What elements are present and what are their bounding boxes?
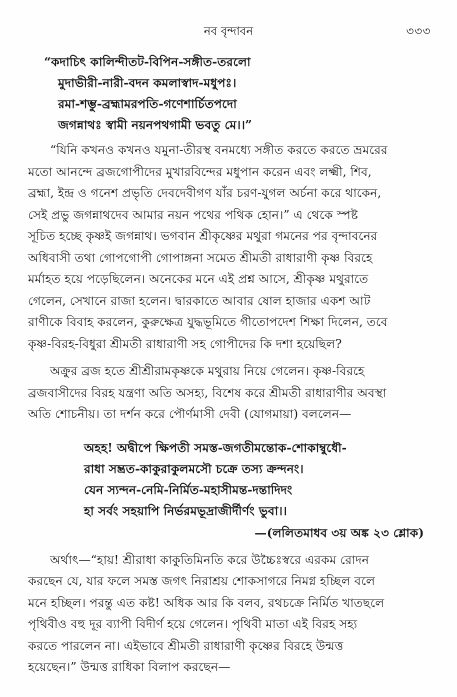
- text-line: অধিবাসী তথা গোপগোপী গোপাঙ্গনা সমেত শ্রীমতী রাধারাণী কৃষ্ণ বিরহে: [28, 250, 373, 265]
- verse-line: জগন্নাথঃ স্বামী নয়নপথগামী ভবতু মে।।”: [58, 118, 253, 132]
- verse-citation: —(ললিতমাধব ৩য় অঙ্ক ২৩ শ্লোক): [254, 525, 424, 540]
- text-line: হয়েছেন।” উন্মত্ত রাধিকা বিলাপ করছেন—: [28, 660, 231, 674]
- page-header: [0, 22, 457, 40]
- text-line: সেই প্রভু জগন্নাথদেব আমার নয়ন পথের পথিক হোন।” এ থেকে স্পষ্ট: [28, 207, 359, 222]
- page-number: ৩৩৩: [406, 24, 431, 38]
- running-title: নব বৃন্দাবন: [203, 24, 254, 38]
- text-line: মর্মাহত হয়ে পড়েছিলেন। অনেকের মনে এই প্রশ্ন আসে, শ্রীকৃষ্ণ মথুরাতে: [28, 272, 369, 286]
- text-line: ব্রজবাসীদের বিরহ যন্ত্রণা অতি অসহ্য, বিশেষ করে শ্রীমতী রাধারাণীর অবস্থা: [28, 385, 387, 400]
- paragraph-1: [28, 140, 436, 355]
- verse-line: অহহ! অদ্বীপে ক্ষিপতী সমস্ত-জগতীমন্তোক-শোকাম্বুধৌ-: [84, 440, 347, 455]
- text-line: রাণীকে বিবাহ করলেন, কুরুক্ষেত্র যুদ্ধভূমিতে গীতোপদেশ শিক্ষা দিলেন, তবে: [28, 315, 388, 329]
- page-body: [28, 52, 436, 679]
- text-line: করছেন যে, যার ফলে সমস্ত জগৎ নিরাশ্রয় শোকসাগরে নিমগ্ন হচ্ছিল বলে: [28, 574, 376, 588]
- text-line: পৃথিবীও বহু দূর ব্যাপী বিদীর্ণ হয়ে গেলেন। পৃথিবী মাতা এই বিরহ সহ্য: [28, 617, 358, 631]
- text-line: মতো আনন্দে ব্রজগোপীদের মুখারবিন্দের মধুপান করেন এবং লক্ষ্মী, শিব,: [28, 164, 372, 179]
- sanskrit-verse-2: [28, 438, 436, 522]
- paragraph-2: [28, 361, 436, 426]
- text-line: অর্থাৎ—“হায়! শ্রীরাধা কাকুতিমিনতি করে উচ্চৈঃস্বরে এরকম রোদন: [50, 552, 369, 567]
- verse-line: রাধা সম্ভ্রত-কাকুরাকুলমসৌ চক্রে তস্য ক্রন্দনং।: [84, 461, 304, 476]
- text-line: অতি শোচনীয়। তা দর্শন করে পৌর্ণমাসী দেবী (যোগমায়া) বললেন—: [28, 407, 352, 421]
- text-line: করতে পারলেন না। এইভাবে শ্রীমতী রাধারাণী কৃষ্ণের বিরহে উন্মত্ত: [28, 638, 344, 653]
- text-line: গেলেন, সেখানে রাজা হলেন। দ্বারকাতে আবার ষোল হাজার একশ আট: [28, 293, 371, 308]
- text-line: ব্রহ্মা, ইন্দ্র ও গনেশ প্রভৃতি দেবদেবীগণ যাঁর চরণ-যুগল অর্চনা করে থাকেন,: [28, 186, 382, 200]
- paragraph-3: [28, 550, 436, 679]
- text-line: মনে হচ্ছিল। পরন্তু এত কষ্ট! অধিক আর কি বলব, রথচক্রে নির্মিত খাতছলে: [28, 595, 385, 610]
- verse-line: মুদাভীরী-নারী-বদন কমলাস্বাদ-মধুপঃ।: [58, 76, 237, 90]
- verse-line: “কদাচিৎ কালিন্দীতট-বিপিন-সঙ্গীত-তরলো: [44, 55, 251, 69]
- verse-line: রমা-শম্ভু-ব্রহ্মামরপতি-গণেশার্চিতপদো: [58, 97, 237, 111]
- verse-line: যেন স্যন্দন-নেমি-নির্মিত-মহাসীমন্ত-দন্তাদিদং: [84, 482, 293, 497]
- text-line: সূচিত হচ্ছে কৃষ্ণই জগন্নাথ। ভগবান শ্রীকৃষ্ণের মথুরা গমনের পর বৃন্দাবনের: [28, 229, 378, 243]
- text-line: অক্রুর ব্রজ হতে শ্রীশ্রীরামকৃষ্ণকে মথুরায় নিয়ে গেলেন। কৃষ্ণ-বিরহে: [50, 364, 365, 378]
- text-line: কৃষ্ণ-বিরহ-বিধুরা শ্রীমতী রাধারাণী সহ গোপীদের কি দশা হয়েছিল?: [28, 336, 342, 351]
- text-line: “যিনি কখনও কখনও যমুনা-তীরস্থ বনমধ্যে সঙ্গীত করতে করতে ভ্রমরের: [50, 143, 388, 157]
- sanskrit-verse-1: [28, 52, 436, 136]
- verse-line: হা সর্বং সহয়াপি নির্ভরমভূদ্রাজীর্দীর্ণং ভুবা।।: [84, 503, 287, 518]
